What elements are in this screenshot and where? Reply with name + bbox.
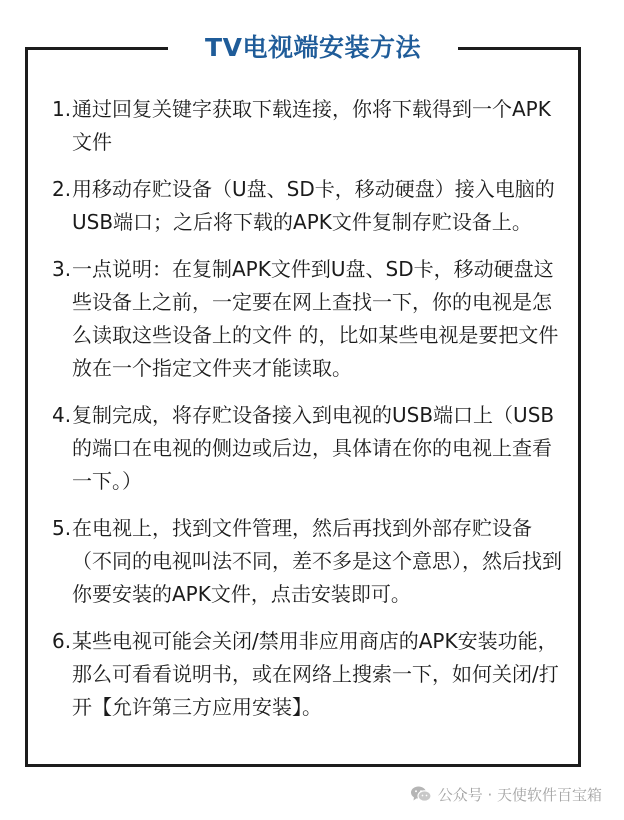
step-text: 通过回复关键字获取下载连接，你将下载得到一个APK文件 [72, 97, 551, 154]
step-item-6 [52, 625, 570, 724]
wechat-icon [410, 785, 432, 803]
step-text: 某些电视可能会关闭/禁用非应用商店的APK安装功能，那么可看看说明书，或在网络上搜索一下，如何关闭/打开【允许第三方应用安装】。 [72, 629, 559, 719]
step-item-2 [52, 173, 570, 239]
page-title: TV电视端安装方法 [168, 31, 458, 65]
step-number: 3. [52, 257, 72, 281]
step-number: 1. [52, 97, 72, 121]
step-number: 5. [52, 516, 72, 540]
step-item-1 [52, 93, 570, 159]
step-number: 2. [52, 177, 72, 201]
step-text: 一点说明：在复制APK文件到U盘、SD卡，移动硬盘这些设备上之前，一定要在网上查找一下，你的电视是怎么读取这些设备上的文件 的，比如某些电视是要把文件放在一个指定文件夹才能读取。 [72, 257, 559, 380]
watermark-text: 公众号 · 天使软件百宝箱 [437, 785, 602, 804]
step-number: 4. [52, 403, 72, 427]
step-text: 复制完成，将存贮设备接入到电视的USB端口上（USB的端口在电视的侧边或后边，具体请在你的电视上查看一下。） [72, 403, 555, 493]
step-text: 在电视上，找到文件管理，然后再找到外部存贮设备（不同的电视叫法不同，差不多是这个意思），然后找到你要安装的APK文件，点击安装即可。 [72, 516, 562, 606]
step-item-5 [52, 512, 570, 611]
step-item-4 [52, 399, 570, 498]
steps-list [52, 93, 570, 738]
step-item-3 [52, 253, 570, 385]
step-number: 6. [52, 629, 72, 653]
watermark [410, 779, 602, 809]
step-text: 用移动存贮设备（U盘、SD卡，移动硬盘）接入电脑的USB端口；之后将下载的APK文件复制存贮设备上。 [72, 177, 555, 234]
